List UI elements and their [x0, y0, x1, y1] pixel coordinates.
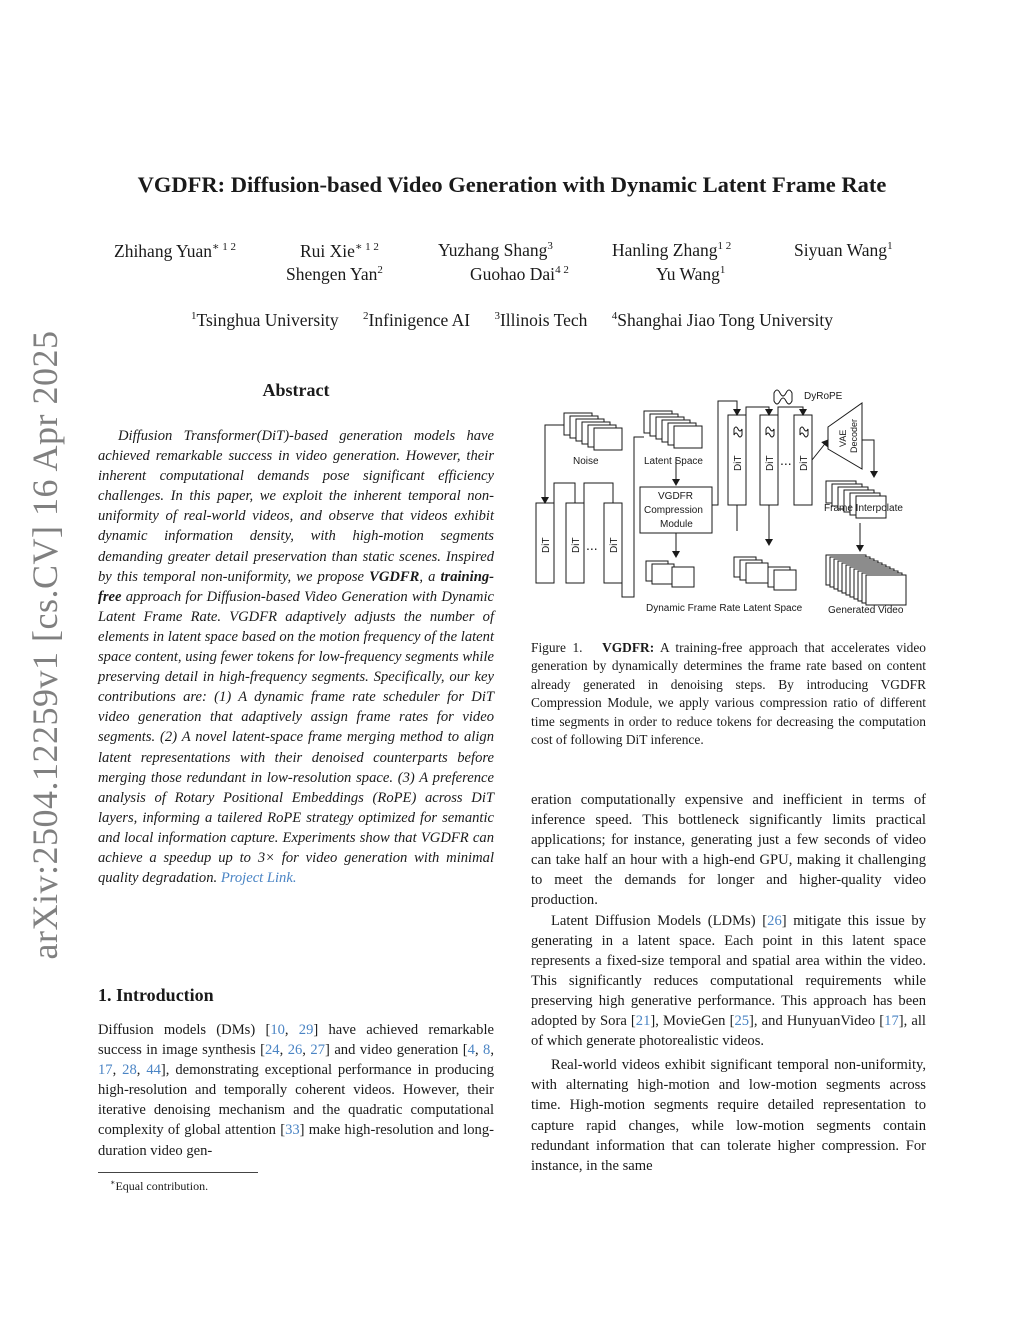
noise-label: Noise — [573, 456, 599, 467]
affiliation-2: $^2$Infinigence AI — [363, 310, 471, 330]
citation[interactable]: 17 — [884, 1013, 899, 1030]
footnote-rule — [98, 1172, 258, 1173]
affiliation-3: $^3$Illinois Tech — [494, 310, 588, 330]
author-1: Zhihang Yuan$^{∗ 1 2}$ — [114, 240, 236, 261]
affiliation-1: $^1$Tsinghua University — [191, 310, 339, 330]
dynamic-latent-frames — [646, 557, 796, 590]
citation[interactable]: 25 — [734, 1013, 750, 1030]
compression-label-2: Compression — [644, 505, 703, 516]
author-2: Rui Xie$^{∗ 1 2}$ — [300, 240, 379, 261]
abstract-heading: Abstract — [262, 380, 330, 400]
paragraph: eration computationally expensive and inefficient in terms of inference speed. This bottleneck significantly limits practical applications; for instance, generating just a few seconds of video can take half an hour with a high-end GPU, making it challenging to meet the demands for longer and higher-quality video production. — [531, 792, 926, 909]
abstract-body: Diffusion Transformer(DiT)-based generation models have achieved remarkable success in video generation. However, their inherent computational demands pose significant efficiency challenges. In this paper, we exploit the inherent temporal non-uniformity of real-world videos, and observe that videos exhibit dynamic information density, with high-motion segments demanding greater detail preservation than static scenes. Inspired by this temporal non-uniformity, we propose VGDFR, a training-free approach for Diffusion-based Video Generation with Dynamic Latent Frame Rate. VGDFR adaptively adjusts the number of elements in latent space based on the motion frequency of the latent space content, using fewer tokens for low-frequency segments while preserving detail in high-frequency segments. Specifically, our key contributions are: (1) A dynamic frame rate scheduler for DiT video generation that adaptively assign frame rates for video segments. (2) A novel latent-space frame merging method to align latent representations with their denoised counterparts before merging those redundant in low-resolution space. (3) A preference analysis of Rotary Positional Embeddings (RoPE) across DiT layers, informing a tailered RoPE strategy optimized for semantic and local information capture. Experiments show that VGDFR can achieve a speedup up to 3× for video generation with minimal quality degradation. Project Link. — [98, 428, 494, 887]
author-3: Yuzhang Shang$^3$ — [438, 240, 553, 260]
noise-frames — [564, 413, 622, 450]
figure-1-diagram — [528, 385, 928, 620]
citation[interactable]: 29 — [298, 1022, 314, 1038]
author-6: Shengen Yan$^2$ — [286, 264, 383, 284]
generated-video-frames — [826, 555, 906, 605]
citation[interactable]: 21 — [635, 1013, 651, 1030]
affiliations — [0, 310, 1024, 331]
vae-label-2: Decoder — [849, 418, 859, 453]
dit-label-2: DiT — [571, 537, 582, 553]
dit-label-6: DiT — [799, 455, 810, 471]
dit-dots-top: ... — [780, 452, 792, 468]
citation[interactable]: 8 — [483, 1042, 491, 1059]
generated-video-label: Generated Video — [828, 605, 904, 616]
citation[interactable]: 33 — [285, 1122, 300, 1139]
author-4: Hanling Zhang$^{1 2}$ — [612, 240, 732, 260]
latent-frames — [644, 411, 702, 448]
citation[interactable]: 28 — [122, 1062, 137, 1079]
dit-dots-left: ... — [586, 537, 598, 553]
intro-heading: 1. Introduction — [98, 985, 214, 1005]
citation[interactable]: 17 — [98, 1062, 113, 1079]
citation[interactable]: 26 — [287, 1042, 303, 1059]
paragraph: Latent Diffusion Models (LDMs) [26] mitigate this issue by generating in a latent space. Each point in this latent space represents a fixed-size temporal and spatial area within the video. This significantly reduces computational requirements while preserving high generative performance. This approach has been adopted by Sora [21], MovieGen [25], and HunyuanVideo [17], all of which generate photorealistic videos. — [531, 912, 926, 1050]
author-5: Siyuan Wang$^1$ — [794, 240, 893, 260]
citation[interactable]: 4 — [467, 1042, 475, 1059]
citation[interactable]: 27 — [310, 1042, 325, 1059]
compression-label-1: VGDFR — [658, 491, 693, 502]
dynamic-space-label: Dynamic Frame Rate Latent Space — [646, 603, 803, 614]
frame-interpolate-label: Frame Interpolate — [824, 503, 903, 514]
arxiv-stamp-text: arXiv:2504.12259v1 [cs.CV] 16 Apr 2025 — [25, 330, 65, 960]
author-8: Yu Wang$^1$ — [656, 264, 726, 284]
dit-label-5: DiT — [765, 455, 776, 471]
dit-label-3: DiT — [609, 537, 620, 553]
right-column-body — [531, 790, 926, 1176]
compression-label-3: Module — [660, 519, 693, 530]
citation[interactable]: 26 — [767, 912, 782, 929]
paragraph: Real-world videos exhibit significant temporal non-uniformity, with alternating high-motion and low-motion segments across time. High-motion segments require detailed representation to capture rapid changes, while low-motion segments contain redundant information that can tolerate higher compression. For instance, in the same — [531, 1057, 926, 1174]
arxiv-side-stamp — [22, 330, 68, 960]
vae-label-1: VAE — [838, 429, 848, 447]
author-7: Guohao Dai$^{4 2}$ — [470, 264, 569, 284]
affiliation-4: $^4$Shanghai Jiao Tong University — [611, 310, 833, 330]
citation[interactable]: 24 — [265, 1042, 280, 1059]
figure-caption: Figure 1. VGDFR: A training-free approach that accelerates video generation by dynamically determines the frame rate based on content already generated in denoising steps. By introducing VGDFR Compression Module, we apply various compression ratio of different time segments in order to reduce tokens for decreasing the computation cost of following DiT inference. — [531, 640, 926, 748]
project-link[interactable]: Project Link. — [220, 870, 297, 887]
intro-body: Diffusion models (DMs) [10, 29] have achieved remarkable success in image synthesis [24, 26, 27] and video generation [4, 8, 17, 28, 44], demonstrating exceptional performance in producing high-resolution and temporally coherent videos. However, their iterative denoising mechanism and the quadratic computational complexity of global attention [33] make high-resolution and long-duration video gen- — [98, 1022, 495, 1159]
dyrope-label: DyRoPE — [804, 391, 843, 402]
paper-title: VGDFR: Diffusion-based Video Generation with Dynamic Latent Frame Rate — [137, 172, 887, 197]
dit-label-4: DiT — [733, 455, 744, 471]
dit-label-1: DiT — [541, 537, 552, 553]
citation[interactable]: 44 — [146, 1062, 161, 1079]
latent-space-label: Latent Space — [644, 456, 703, 467]
citation[interactable]: 10 — [270, 1022, 285, 1038]
footnote: ∗Equal contribution. — [110, 1178, 209, 1193]
